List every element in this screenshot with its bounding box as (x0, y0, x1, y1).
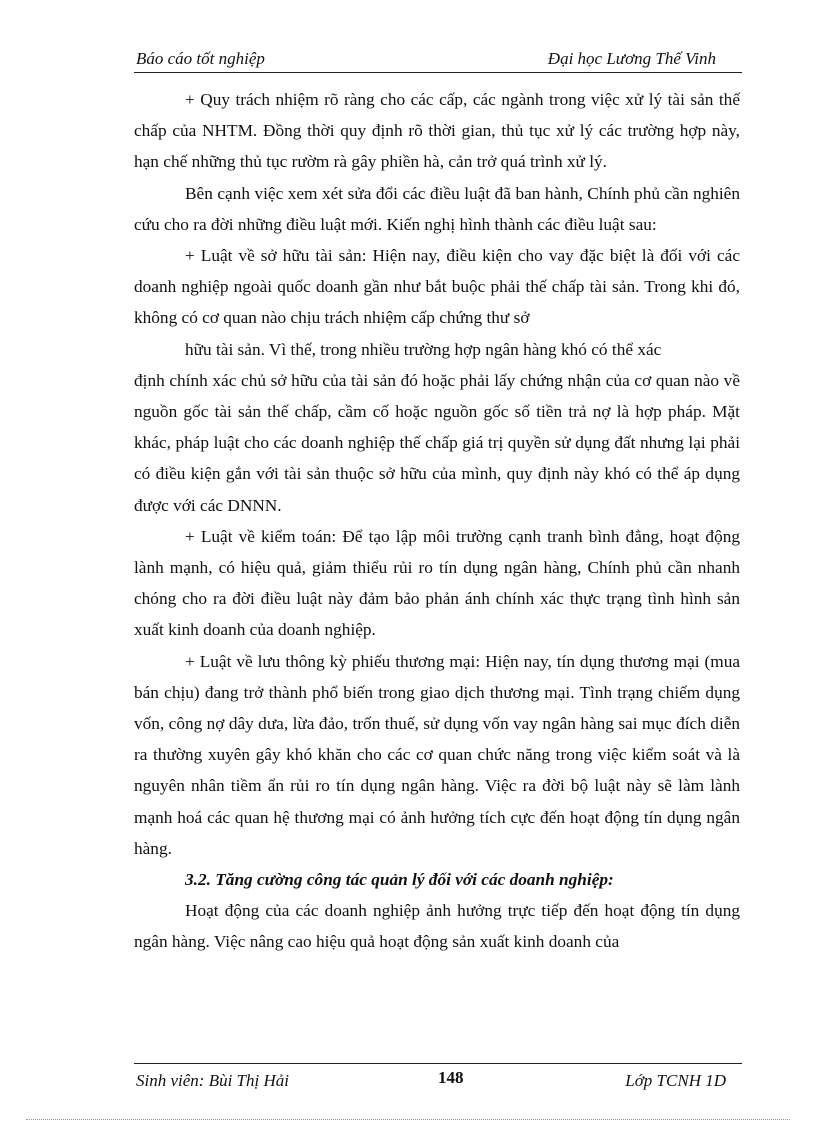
paragraph: hữu tài sản. Vì thế, trong nhiều trường hợp ngân hàng khó có thể xác (185, 339, 662, 359)
paragraph: + Luật về kiểm toán: Để tạo lập môi trường cạnh tranh bình đẳng, hoạt động lành mạnh, có hiệu quả, giảm thiểu rủi ro tín dụng ngân hàng, Chính phủ cần nhanh chóng cho ra đời điều luật này đảm bảo phản ánh chính xác thực trạng tình hình sản xuất kinh doanh của doanh nghiệp. (134, 526, 740, 640)
paragraph: định chính xác chủ sở hữu của tài sản đó hoặc phải lấy chứng nhận của cơ quan nào về nguồn gốc tài sản thế chấp, cầm cố hoặc nguồn gốc số tiền trả nợ là hợp pháp. Mặt khác, pháp luật cho các doanh nghiệp thế chấp giá trị quyền sử dụng đất nhưng lại phải có điều kiện gắn với tài sản thuộc sở hữu của mình, quy định này khó có thể áp dụng được với các DNNN. (134, 370, 740, 515)
paragraph: Hoạt động của các doanh nghiệp ảnh hưởng trực tiếp đến hoạt động tín dụng ngân hàng. Việc nâng cao hiệu quả hoạt động sản xuất kinh doanh của (134, 901, 740, 952)
header-university-name: Đại học Lương Thế Vinh (547, 49, 716, 68)
footer-class-name: Lớp TCNH 1D (625, 1071, 726, 1090)
page-number: 148 (438, 1068, 464, 1087)
body-text (134, 84, 740, 958)
paragraph: + Quy trách nhiệm rõ ràng cho các cấp, các ngành trong việc xử lý tài sản thế chấp của NHTM. Đồng thời quy định rõ thời gian, thủ tục xử lý các trường hợp này, hạn chế những thủ tục rườm rà gây phiền hà, cản trở quá trình xử lý. (134, 90, 740, 172)
paragraph: Bên cạnh việc xem xét sửa đổi các điều luật đã ban hành, Chính phủ cần nghiên cứu cho ra đời những điều luật mới. Kiến nghị hình thành các điều luật sau: (134, 183, 740, 234)
page-bottom-dotted-line (26, 1119, 790, 1120)
page-header (134, 48, 742, 73)
paragraph: + Luật về lưu thông kỳ phiếu thương mại: Hiện nay, tín dụng thương mại (mua bán chịu) đang trở thành phổ biến trong giao dịch thương mại. Tình trạng chiếm dụng vốn, công nợ dây dưa, lừa đảo, trốn thuế, sử dụng vốn vay ngân hàng sai mục đích diễn ra thường xuyên gây khó khăn cho các cơ quan chức năng trong việc kiểm soát và là nguyên nhân tiềm ẩn rủi ro tín dụng ngân hàng. Việc ra đời bộ luật này sẽ làm lành mạnh hoá các quan hệ thương mại có ảnh hưởng tích cực đến hoạt động tín dụng ngân hàng. (134, 651, 740, 858)
section-heading: 3.2. Tăng cường công tác quản lý đối với các doanh nghiệp: (185, 870, 614, 890)
paragraph: + Luật về sở hữu tài sản: Hiện nay, điều kiện cho vay đặc biệt là đối với các doanh nghiệp ngoài quốc doanh gần như bắt buộc phải thế chấp tài sản. Trong khi đó, không có cơ quan nào chịu trách nhiệm cấp chứng thư sở (134, 246, 740, 328)
footer-student-name: Sinh viên: Bùi Thị Hải (136, 1071, 289, 1090)
header-report-title: Báo cáo tốt nghiệp (136, 49, 265, 68)
page-footer (134, 1063, 742, 1090)
